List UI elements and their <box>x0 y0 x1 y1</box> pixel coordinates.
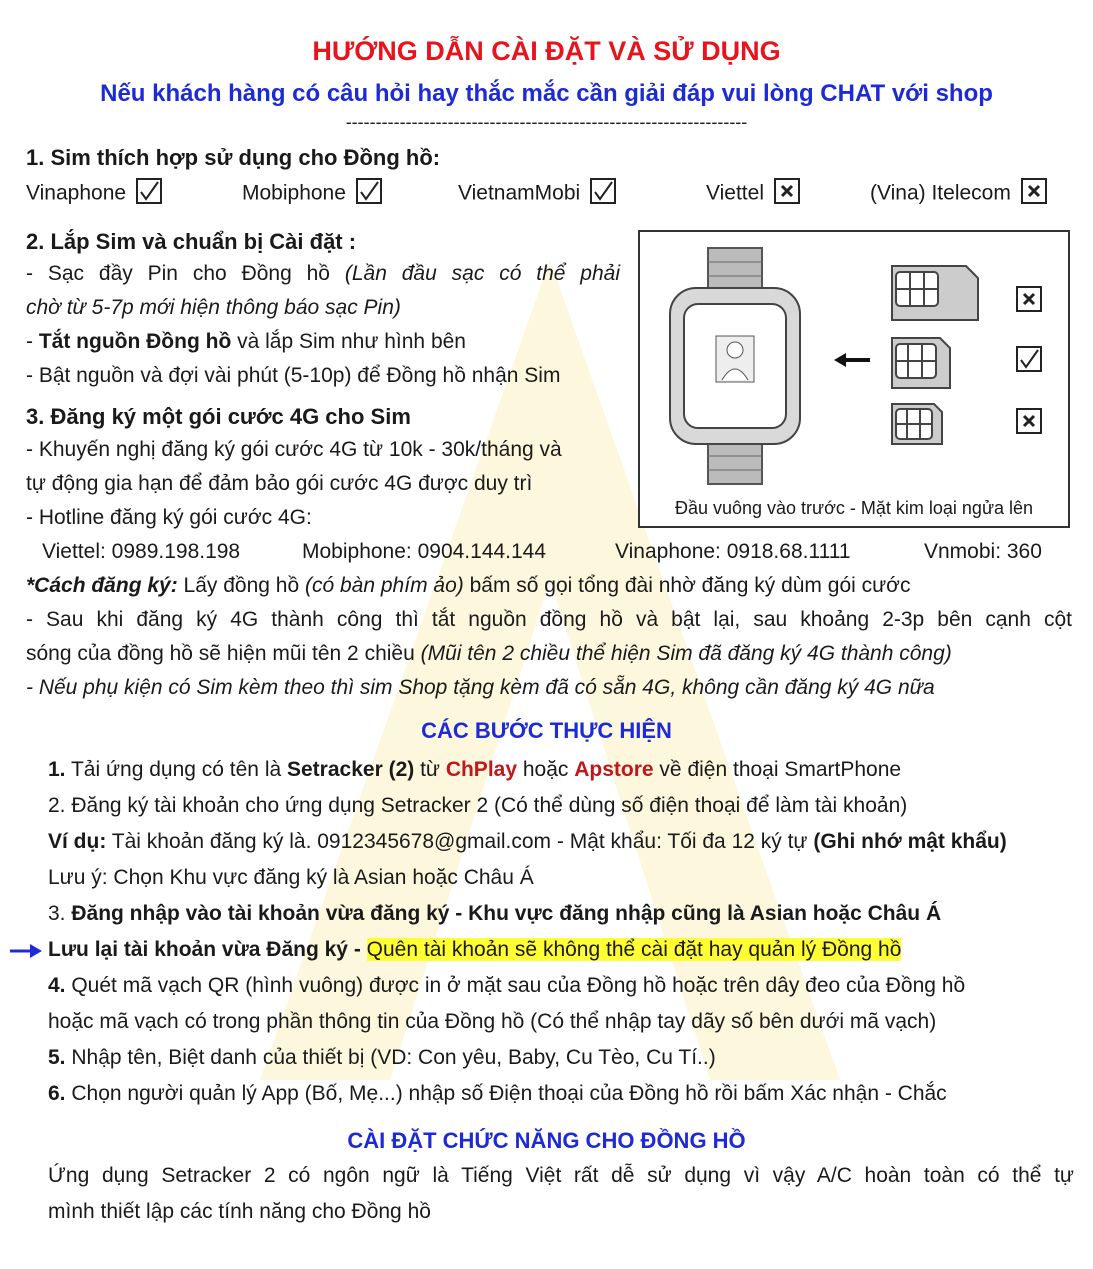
page-title: HƯỚNG DẪN CÀI ĐẶT VÀ SỬ DỤNG <box>312 36 781 66</box>
step-note: Lưu ý: Chọn Khu vực đăng ký là Asian hoặc Châu Á <box>48 866 534 889</box>
check-icon <box>590 178 616 204</box>
after-register-line2: sóng của đồng hồ sẽ hiện mũi tên 2 chiều (Mũi tên 2 chiều thể hiện Sim đã đăng ký 4G thành công) <box>26 642 952 665</box>
section3-line2: tự động gia hạn để đảm bảo gói cước 4G được duy trì <box>26 472 533 495</box>
step-4-line2: hoặc mã vạch có trong phần thông tin của Đồng hồ (Có thể nhập tay dãy số bên dưới mã vạch) <box>48 1010 937 1033</box>
check-icon <box>1016 346 1042 372</box>
section2-heading: 2. Lắp Sim và chuẩn bị Cài đặt : <box>26 229 357 254</box>
check-icon <box>136 178 162 204</box>
hotline-mobiphone: Mobiphone: 0904.144.144 <box>302 540 547 563</box>
page-subtitle: Nếu khách hàng có câu hỏi hay thắc mắc cần giải đáp vui lòng CHAT với shop <box>100 80 993 107</box>
step-3: 3. Đăng nhập vào tài khoản vừa đăng ký - Khu vực đăng nhập cũng là Asian hoặc Châu Á <box>48 902 942 925</box>
carrier-vietnammobi <box>458 181 616 207</box>
sim-install-figure <box>638 230 1070 528</box>
section2-line2: chờ từ 5-7p mới hiện thông báo sạc Pin) <box>26 296 401 319</box>
section2-line3: - Tắt nguồn Đồng hồ và lắp Sim như hình bên <box>26 330 466 353</box>
sim-card-icon <box>890 264 990 324</box>
check-icon <box>356 178 382 204</box>
hotline-viettel: Viettel: 0989.198.198 <box>42 540 241 563</box>
section1-heading: 1. Sim thích hợp sử dụng cho Đồng hồ: <box>26 145 441 170</box>
section3-line1: - Khuyến nghị đăng ký gói cước 4G từ 10k - 30k/tháng và <box>26 438 562 461</box>
register-howto: *Cách đăng ký: Lấy đồng hồ (có bàn phím ảo) bấm số gọi tổng đài nhờ đăng ký dùm gói cước <box>26 574 911 597</box>
cross-icon <box>774 178 800 204</box>
carrier-mobiphone <box>242 181 382 207</box>
sim-card-icon <box>890 402 950 448</box>
step-2: 2. Đăng ký tài khoản cho ứng dụng Setracker 2 (Có thể dùng số điện thoại để làm tài khoản) <box>48 794 908 817</box>
arrow-right-icon <box>8 942 42 960</box>
carrier-name: (Vina) Itelecom <box>870 181 1011 205</box>
step-4-line1: 4. Quét mã vạch QR (hình vuông) được in ở mặt sau của Đồng hồ hoặc trên dây đeo của Đồng hồ <box>48 974 966 997</box>
step-6: 6. Chọn người quản lý App (Bố, Mẹ...) nhập số Điện thoại của Đồng hồ rồi bấm Xác nhận - Chắc <box>48 1082 947 1105</box>
carrier-name: Mobiphone <box>242 181 346 205</box>
step-example: Ví dụ: Tài khoản đăng ký là. 0912345678@gmail.com - Mật khẩu: Tối đa 12 ký tự (Ghi nhớ mật khẩu) <box>48 830 1007 853</box>
carrier-name: Viettel <box>706 181 764 205</box>
section3-line3: - Hotline đăng ký gói cước 4G: <box>26 506 312 529</box>
sim-note: - Nếu phụ kiện có Sim kèm theo thì sim Shop tặng kèm đã có sẵn 4G, không cần đăng ký 4G nữa <box>26 676 935 699</box>
carrier-vinaphone <box>26 181 162 207</box>
carrier-itelecom <box>870 181 1047 207</box>
step-1: 1. Tải ứng dụng có tên là Setracker (2) từ ChPlay hoặc Apstore về điện thoại SmartPhone <box>48 758 902 781</box>
section2-line1: - Sạc đầy Pin cho Đồng hồ (Lần đầu sạc có thể phải <box>26 262 620 285</box>
carrier-name: Vinaphone <box>26 181 127 205</box>
carrier-name: VietnamMobi <box>458 181 581 205</box>
features-heading: CÀI ĐẶT CHỨC NĂNG CHO ĐỒNG HỒ <box>347 1128 746 1153</box>
divider-line: ------------------------------------------------------------------- <box>345 112 748 132</box>
after-register-line1: - Sau khi đăng ký 4G thành công thì tắt nguồn đồng hồ và bật lại, sau khoảng 2-3p bên cạnh cột <box>26 608 1072 631</box>
steps-heading: CÁC BƯỚC THỰC HIỆN <box>421 718 672 743</box>
section2-line4: - Bật nguồn và đợi vài phút (5-10p) để Đồng hồ nhận Sim <box>26 364 561 387</box>
cross-icon <box>1021 178 1047 204</box>
cross-icon <box>1016 408 1042 434</box>
carrier-viettel <box>706 181 800 207</box>
features-line1: Ứng dụng Setracker 2 có ngôn ngữ là Tiếng Việt rất dễ sử dụng vì vậy A/C hoàn toàn có thể tự <box>48 1164 1074 1187</box>
section3-heading: 3. Đăng ký một gói cước 4G cho Sim <box>26 404 411 429</box>
features-line2: mình thiết lập các tính năng cho Đồng hồ <box>48 1200 431 1223</box>
hotline-vinaphone: Vinaphone: 0918.68.1111 <box>615 540 851 563</box>
figure-caption: Đầu vuông vào trước - Mặt kim loại ngửa lên <box>674 498 1034 518</box>
sim-card-icon <box>890 336 960 392</box>
step-5: 5. Nhập tên, Biệt danh của thiết bị (VD: Con yêu, Baby, Cu Tèo, Cu Tí..) <box>48 1046 716 1069</box>
cross-icon <box>1016 286 1042 312</box>
arrow-left-icon <box>834 350 874 370</box>
hotline-vnmobi: Vnmobi: 360 <box>924 540 1042 563</box>
save-account: Lưu lại tài khoản vừa Đăng ký - Quên tài khoản sẽ không thể cài đặt hay quản lý Đồng hồ <box>48 938 902 961</box>
